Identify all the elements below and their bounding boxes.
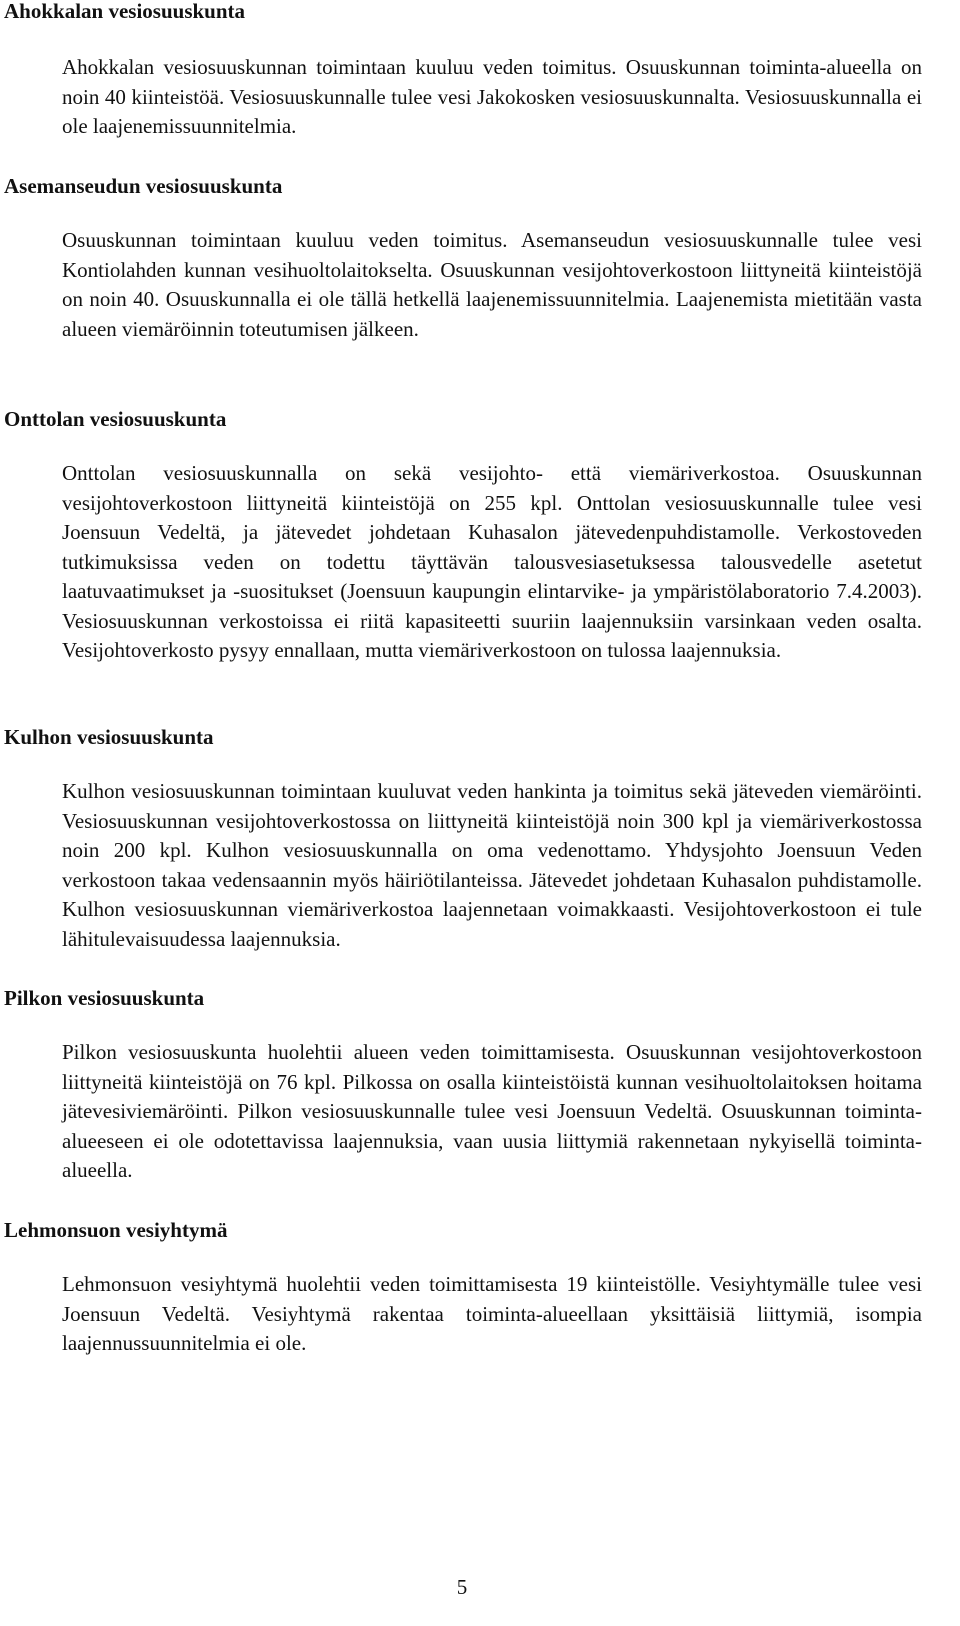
- section-heading: Pilkon vesiosuuskunta: [4, 986, 205, 1010]
- section-paragraph: Lehmonsuon vesiyhtymä huolehtii veden toimittamisesta 19 kiinteistölle. Vesiyhtymälle tulee vesi Joensuun Vedeltä. Vesiyhtymä rakentaa toiminta-alueellaan yksittäisiä liittymiä, isompia laajennussuunnitelmia ei ole.: [62, 1272, 922, 1355]
- section-paragraph: Ahokkalan vesiosuuskunnan toimintaan kuuluu veden toimitus. Osuuskunnan toiminta-alueella on noin 40 kiinteistöä. Vesiosuuskunnalle tulee vesi Jakokosken vesiosuuskunnalta. Vesiosuuskunnalla ei ole laajenemissuunnitelmia.: [62, 55, 922, 138]
- section-paragraph: Onttolan vesiosuuskunnalla on sekä vesijohto- että viemäriverkostoa. Osuuskunnan vesijohtoverkostoon liittyneitä kiinteistöjä on 255 kpl. Onttolan vesiosuuskunnalle tulee vesi Joensuun Vedeltä, ja jätevedet johdetaan Kuhasalon jätevedenpuhdistamolle. Verkostoveden tutkimuksissa veden on todettu täyttävän talousvesiasetuksessa talousvedelle asetetut laatuvaatimukset ja -suositukset (Joensuun kaupungin elintarvike- ja ympäristölaboratorio 7.4.2003). Vesiosuuskunnan verkostoissa ei riitä kapasiteetti suuriin laajennuksiin varsinkaan veden osalta. Vesijohtoverkosto pysyy ennallaan, mutta viemäriverkostoon on tulossa laajennuksia.: [62, 461, 922, 662]
- section-paragraph: Pilkon vesiosuuskunta huolehtii alueen veden toimittamisesta. Osuuskunnan vesijohtoverkostoon liittyneitä kiinteistöjä on 76 kpl. Pilkossa on osalla kiinteistöistä kunnan vesihuoltolaitoksen hoitama jätevesiviemäröinti. Pilkon vesiosuuskunnalle tulee vesi Joensuun Vedeltä. Osuuskunnan toiminta-alueeseen ei ole odotettavissa laajennuksia, vaan uusia liittymiä rakennetaan nykyisellä toiminta-alueella.: [62, 1040, 922, 1182]
- section-heading: Kulhon vesiosuuskunta: [4, 725, 214, 749]
- section-paragraph: Kulhon vesiosuuskunnan toimintaan kuuluvat veden hankinta ja toimitus sekä jäteveden viemäröinti. Vesiosuuskunnan vesijohtoverkostossa on liittyneitä kiinteistöjä noin 300 kpl ja viemäriverkostossa noin 200 kpl. Kulhon vesiosuuskunnalla on oma vedenottamo. Yhdysjohto Joensuun Veden verkostoon takaa vedensaannin myös häiriötilanteissa. Jätevedet johdetaan Kuhasalon puhdistamolle. Kulhon vesiosuuskunnan viemäriverkostoa laajennetaan voimakkaasti. Vesijohtoverkostoon ei tule lähitulevaisuudessa laajennuksia.: [62, 779, 922, 951]
- section-heading: Ahokkalan vesiosuuskunta: [4, 0, 246, 23]
- section-heading: Asemanseudun vesiosuuskunta: [4, 174, 283, 198]
- section-heading: Onttolan vesiosuuskunta: [4, 407, 227, 431]
- section-heading: Lehmonsuon vesiyhtymä: [4, 1218, 228, 1242]
- section-paragraph: Osuuskunnan toimintaan kuuluu veden toimitus. Asemanseudun vesiosuuskunnalle tulee vesi Kontiolahden kunnan vesihuoltolaitokselta. Osuuskunnan vesijohtoverkostoon liittyneitä kiinteistöjä on noin 40. Osuuskunnalla ei ole tällä hetkellä laajenemissuunnitelmia. Laajenemista mietitään vasta alueen viemäröinnin toteutumisen jälkeen.: [62, 228, 922, 341]
- page-number: 5: [456, 1575, 468, 1599]
